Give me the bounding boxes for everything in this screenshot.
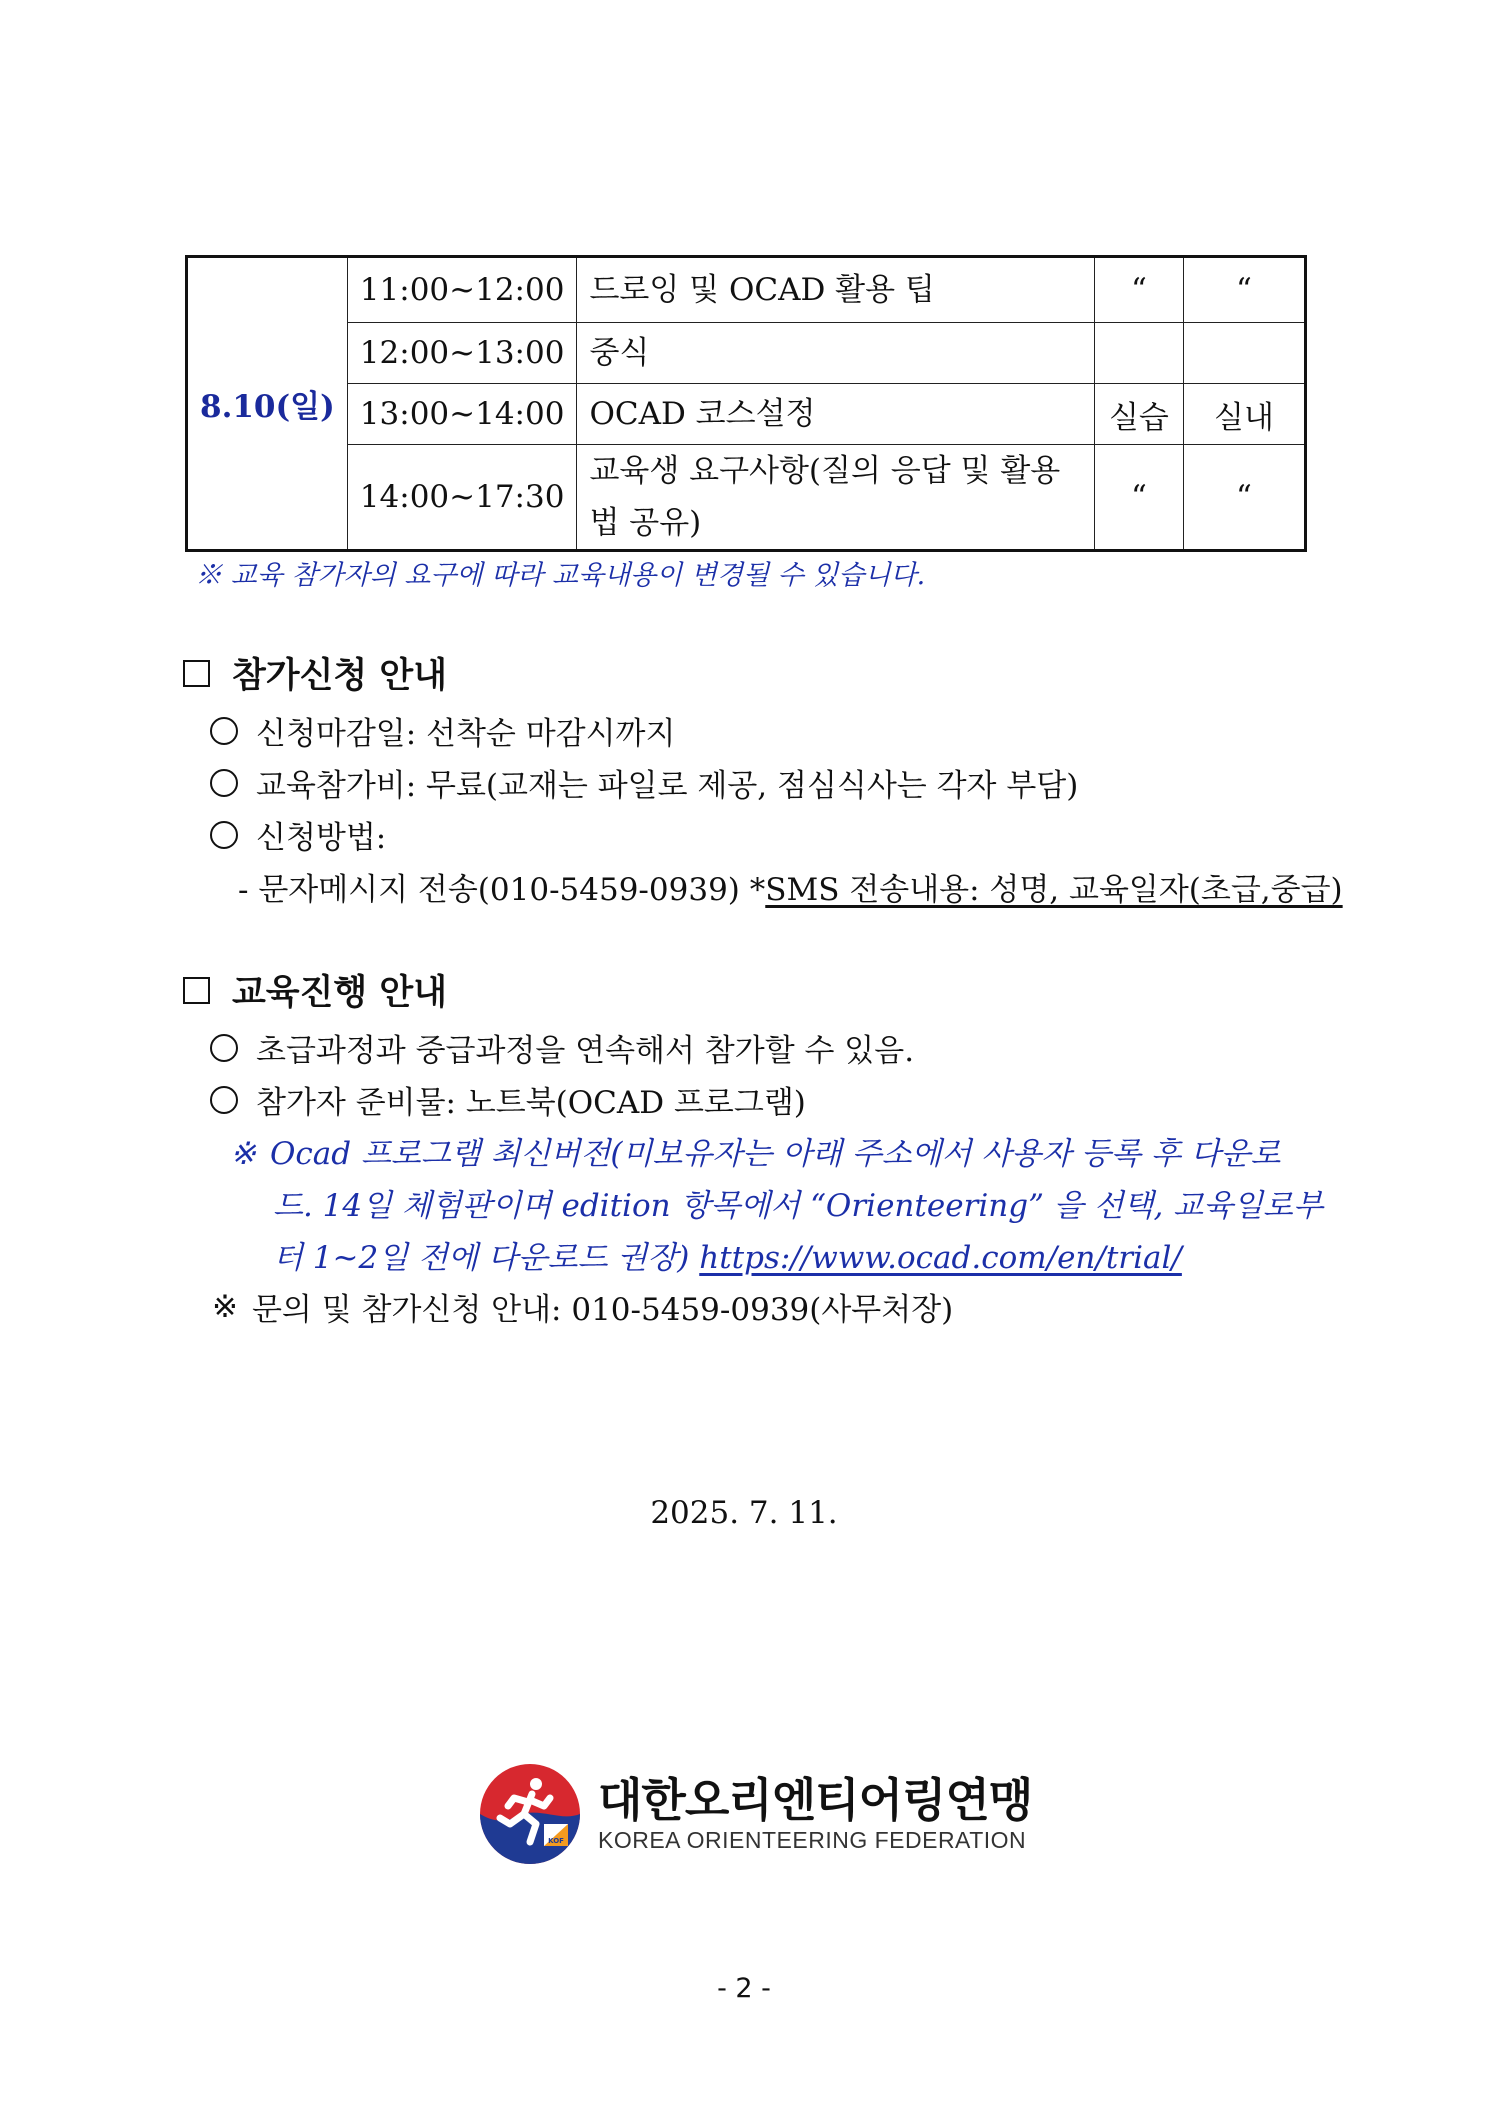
method-detail-prefix: - 문자메시지 전송(010-5459-0939) * — [238, 872, 766, 908]
schedule-note: ※ 교육 참가자의 요구에 따라 교육내용이 변경될 수 있습니다. — [195, 560, 926, 591]
kof-badge-text: KOF — [548, 1837, 564, 1845]
place-cell: 실내 — [1183, 384, 1305, 445]
federation-name-ko: 대한오리엔티어링연맹 — [598, 1773, 1033, 1827]
table-row — [187, 445, 1306, 551]
table-row — [187, 384, 1306, 445]
federation-logo — [478, 1762, 1032, 1866]
method-cell: 실습 — [1094, 384, 1183, 445]
circle-bullet-icon — [210, 821, 238, 849]
method-label: 신청방법: — [256, 820, 387, 856]
registration-heading — [183, 648, 447, 698]
contact-text: 문의 및 참가신청 안내: 010-5459-0939(사무처장) — [251, 1292, 954, 1328]
time-cell: 13:00~14:00 — [347, 384, 577, 445]
fee-text: 교육참가비: 무료(교재는 파일로 제공, 점심식사는 각자 부담) — [256, 768, 1079, 804]
progress-title: 교육진행 안내 — [232, 973, 448, 1013]
circle-bullet-icon — [210, 717, 238, 745]
topic-cell: 중식 — [577, 323, 1094, 384]
topic-line: 교육생 요구사항(질의 응답 및 활용 — [589, 453, 1061, 489]
method-detail-underlined: SMS 전송내용: 성명, 교육일자(초급,중급) — [765, 872, 1343, 908]
circle-bullet-icon — [210, 1086, 238, 1114]
document-date: 2025. 7. 11. — [650, 1495, 838, 1531]
time-cell: 11:00~12:00 — [347, 257, 577, 323]
progress-item-1 — [210, 1025, 914, 1070]
ocad-note-line-3 — [273, 1232, 1182, 1277]
ocad-trial-link[interactable]: https://www.ocad.com/en/trial/ — [699, 1240, 1182, 1276]
contact-line — [212, 1284, 953, 1329]
federation-name-en: KOREA ORIENTEERING FEDERATION — [598, 1827, 1027, 1853]
topic-cell: OCAD 코스설정 — [577, 384, 1094, 445]
method-cell: “ — [1094, 445, 1183, 551]
topic-cell: 드로잉 및 OCAD 활용 팁 — [577, 257, 1094, 323]
ocad-note-text-1: Ocad 프로그램 최신버전(미보유자는 아래 주소에서 사용자 등록 후 다운로 — [269, 1136, 1281, 1172]
progress-item-2-text: 참가자 준비물: 노트북(OCAD 프로그램) — [256, 1085, 806, 1121]
progress-item-2 — [210, 1077, 806, 1122]
place-cell: “ — [1183, 445, 1305, 551]
date-cell: 8.10(일) — [187, 257, 348, 551]
ocad-note-line-1 — [230, 1128, 1281, 1173]
method-cell — [1094, 323, 1183, 384]
ocad-note-text-3: 터 1~2일 전에 다운로드 권장) — [273, 1240, 690, 1276]
table-row — [187, 323, 1306, 384]
topic-cell — [577, 445, 1094, 551]
time-cell: 14:00~17:30 — [347, 445, 577, 551]
deadline-text: 신청마감일: 선착순 마감시까지 — [256, 716, 676, 752]
ocad-note-line-2: 드. 14일 체험판이며 edition 항목에서 “Orienteering” 을 선택, 교육일로부 — [273, 1188, 1323, 1224]
circle-bullet-icon — [210, 1034, 238, 1062]
registration-title: 참가신청 안내 — [232, 656, 448, 696]
progress-heading — [183, 965, 447, 1015]
page-number: - 2 - — [717, 1973, 771, 2004]
time-cell: 12:00~13:00 — [347, 323, 577, 384]
place-cell — [1183, 323, 1305, 384]
square-bullet-icon — [183, 660, 210, 687]
circle-bullet-icon — [210, 769, 238, 797]
place-cell: “ — [1183, 257, 1305, 323]
square-bullet-icon — [183, 977, 210, 1004]
method-line — [210, 812, 386, 857]
reference-mark-icon: ※ — [230, 1136, 256, 1172]
method-cell: “ — [1094, 257, 1183, 323]
reference-mark-icon: ※ — [212, 1288, 238, 1325]
progress-item-1-text: 초급과정과 중급과정을 연속해서 참가할 수 있음. — [256, 1033, 915, 1069]
fee-line — [210, 760, 1078, 805]
method-detail-line — [238, 864, 1343, 909]
table-row — [187, 257, 1306, 323]
kof-emblem-icon — [478, 1762, 582, 1866]
schedule-table — [185, 255, 1307, 552]
deadline-line — [210, 708, 675, 753]
topic-line: 법 공유) — [589, 505, 702, 541]
